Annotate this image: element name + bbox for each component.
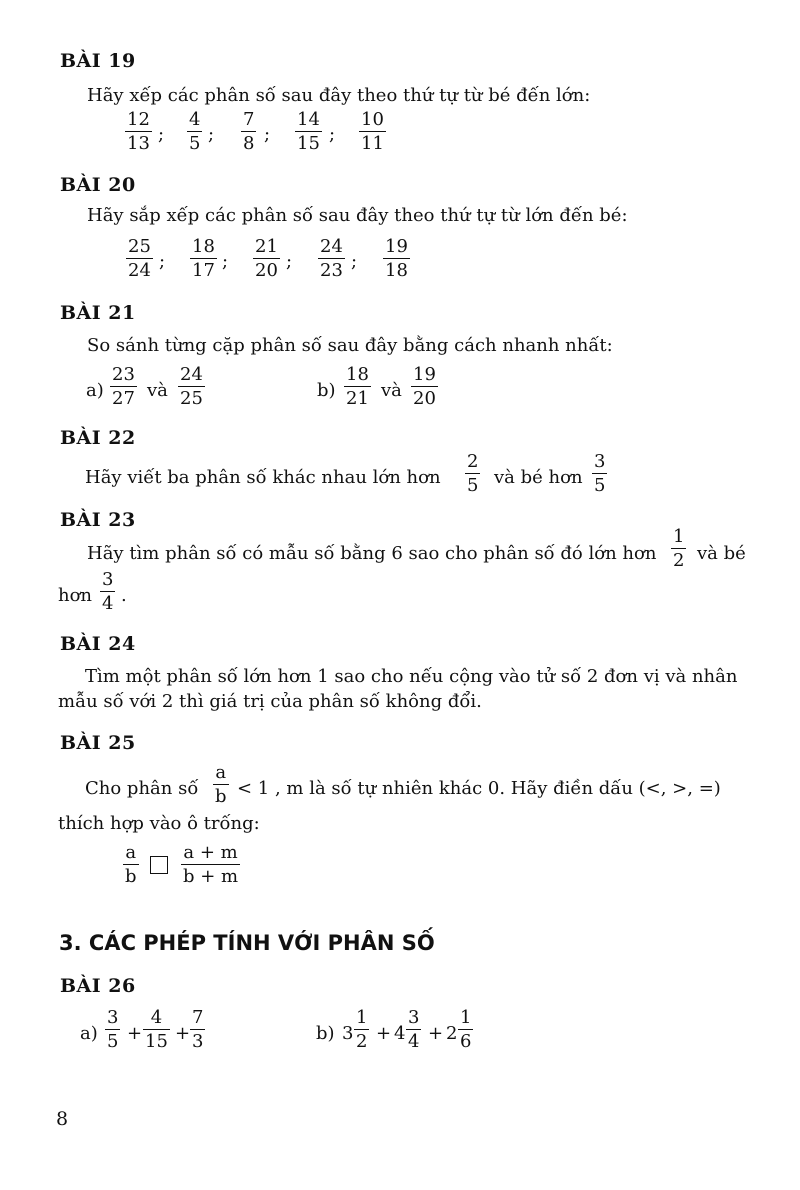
denominator: 4 — [408, 1031, 420, 1052]
numerator: 18 — [192, 236, 215, 257]
separator: ; — [264, 124, 271, 145]
separator: ; — [159, 251, 166, 272]
whole-part: 3 — [342, 1023, 354, 1044]
fraction — [318, 238, 345, 280]
numerator: 23 — [112, 364, 135, 385]
plus-sign: + — [175, 1023, 191, 1044]
fraction — [406, 1009, 421, 1051]
numerator: 24 — [180, 364, 203, 385]
part-b-label: b) — [317, 380, 336, 401]
denominator: 2 — [356, 1031, 368, 1052]
plus-sign: + — [428, 1023, 444, 1044]
fraction — [465, 453, 480, 495]
fraction — [344, 366, 371, 408]
and-word: và — [147, 380, 168, 401]
exercise-23-title: BÀI 23 — [60, 509, 136, 531]
denominator: 5 — [189, 133, 201, 154]
fraction — [295, 111, 322, 153]
numerator: 19 — [385, 236, 408, 257]
exercise-23-line2: hơn — [58, 585, 93, 606]
fraction — [126, 238, 153, 280]
denominator: b — [125, 866, 137, 887]
numerator: 1 — [673, 526, 685, 547]
exercise-22-text-mid: và bé hơn — [494, 467, 583, 488]
separator: ; — [286, 251, 293, 272]
numerator: 7 — [243, 109, 255, 130]
numerator: 3 — [408, 1007, 420, 1028]
denominator: 24 — [128, 260, 151, 281]
fraction — [592, 453, 607, 495]
numerator: 14 — [297, 109, 320, 130]
period: . — [121, 585, 127, 606]
exercise-25-text: Cho phân số — [85, 778, 199, 799]
fraction — [253, 238, 280, 280]
fraction — [671, 528, 686, 570]
fraction — [383, 238, 410, 280]
denominator: 21 — [346, 388, 369, 409]
denominator: 23 — [320, 260, 343, 281]
fraction — [105, 1009, 120, 1051]
exercise-24-line2: mẫu số với 2 thì giá trị của phân số không đổi. — [58, 691, 482, 712]
denominator: 27 — [112, 388, 135, 409]
numerator: 21 — [255, 236, 278, 257]
numerator: 7 — [192, 1007, 204, 1028]
whole-part: 2 — [446, 1023, 458, 1044]
fraction — [178, 366, 205, 408]
denominator: 5 — [107, 1031, 119, 1052]
fraction — [123, 844, 139, 886]
exercise-22-title: BÀI 22 — [60, 427, 136, 449]
denominator: 4 — [102, 593, 114, 614]
numerator: 25 — [128, 236, 151, 257]
denominator: 20 — [255, 260, 278, 281]
numerator: 4 — [189, 109, 201, 130]
exercise-24-line1: Tìm một phân số lớn hơn 1 sao cho nếu cộng vào tử số 2 đơn vị và nhân — [85, 666, 738, 687]
numerator: 10 — [361, 109, 384, 130]
whole-part: 4 — [394, 1023, 406, 1044]
denominator: 5 — [467, 475, 479, 496]
numerator: 18 — [346, 364, 369, 385]
exercise-26-title: BÀI 26 — [60, 975, 136, 997]
numerator: 3 — [107, 1007, 119, 1028]
numerator: a + m — [183, 842, 238, 863]
denominator: 13 — [127, 133, 150, 154]
denominator: 3 — [192, 1031, 204, 1052]
numerator: 2 — [467, 451, 479, 472]
denominator: 25 — [180, 388, 203, 409]
fraction — [411, 366, 438, 408]
exercise-24-title: BÀI 24 — [60, 633, 136, 655]
denominator: 18 — [385, 260, 408, 281]
part-b-label: b) — [316, 1023, 335, 1044]
denominator: 15 — [297, 133, 320, 154]
numerator: 24 — [320, 236, 343, 257]
fraction — [354, 1009, 369, 1051]
denominator: 11 — [361, 133, 384, 154]
denominator: 20 — [413, 388, 436, 409]
numerator: 1 — [460, 1007, 472, 1028]
denominator: 6 — [460, 1031, 472, 1052]
page-number: 8 — [56, 1108, 69, 1130]
numerator: a — [215, 762, 227, 783]
and-word: và — [381, 380, 402, 401]
exercise-25-title: BÀI 25 — [60, 732, 136, 754]
denominator: 8 — [243, 133, 255, 154]
denominator: b — [215, 786, 227, 807]
exercise-23-text: Hãy tìm phân số có mẫu số bằng 6 sao cho phân số đó lớn hơn — [87, 543, 657, 564]
answer-box[interactable] — [150, 856, 168, 874]
exercise-20-text: Hãy sắp xếp các phân số sau đây theo thứ tự từ lớn đến bé: — [87, 205, 628, 226]
fraction — [359, 111, 386, 153]
fraction — [110, 366, 137, 408]
fraction — [213, 764, 229, 806]
exercise-22-text: Hãy viết ba phân số khác nhau lớn hơn — [85, 467, 441, 488]
numerator: a — [125, 842, 137, 863]
exercise-19-text: Hãy xếp các phân số sau đây theo thứ tự từ bé đến lớn: — [87, 85, 591, 106]
fraction — [125, 111, 152, 153]
exercise-21-text: So sánh từng cặp phân số sau đây bằng cách nhanh nhất: — [87, 335, 613, 356]
numerator: 19 — [413, 364, 436, 385]
exercise-25-text-end: < 1 , m là số tự nhiên khác 0. Hãy điền dấu (<, >, =) — [237, 778, 721, 799]
separator: ; — [351, 251, 358, 272]
exercise-21-title: BÀI 21 — [60, 302, 136, 324]
exercise-23-text-end: và bé — [697, 543, 746, 564]
exercise-25-line2: thích hợp vào ô trống: — [58, 813, 260, 834]
numerator: 3 — [102, 569, 114, 590]
part-a-label: a) — [80, 1023, 98, 1044]
fraction — [241, 111, 256, 153]
part-a-label: a) — [86, 380, 104, 401]
denominator: 5 — [594, 475, 606, 496]
fraction — [187, 111, 202, 153]
plus-sign: + — [127, 1023, 143, 1044]
fraction — [143, 1009, 170, 1051]
separator: ; — [208, 124, 215, 145]
separator: ; — [222, 251, 229, 272]
numerator: 1 — [356, 1007, 368, 1028]
plus-sign: + — [376, 1023, 392, 1044]
fraction — [181, 844, 240, 886]
denominator: 17 — [192, 260, 215, 281]
numerator: 4 — [150, 1007, 163, 1028]
denominator: 15 — [145, 1031, 168, 1052]
fraction — [190, 1009, 205, 1051]
exercise-19-title: BÀI 19 — [60, 50, 136, 72]
separator: ; — [158, 124, 165, 145]
fraction — [458, 1009, 473, 1051]
section-title: 3. CÁC PHÉP TÍNH VỚI PHÂN SỐ — [59, 931, 435, 955]
denominator: 2 — [673, 550, 685, 571]
fraction — [100, 571, 115, 613]
exercise-20-title: BÀI 20 — [60, 174, 136, 196]
separator: ; — [329, 124, 336, 145]
numerator: 12 — [127, 109, 150, 130]
denominator: b + m — [183, 866, 239, 887]
fraction — [190, 238, 217, 280]
numerator: 3 — [594, 451, 606, 472]
